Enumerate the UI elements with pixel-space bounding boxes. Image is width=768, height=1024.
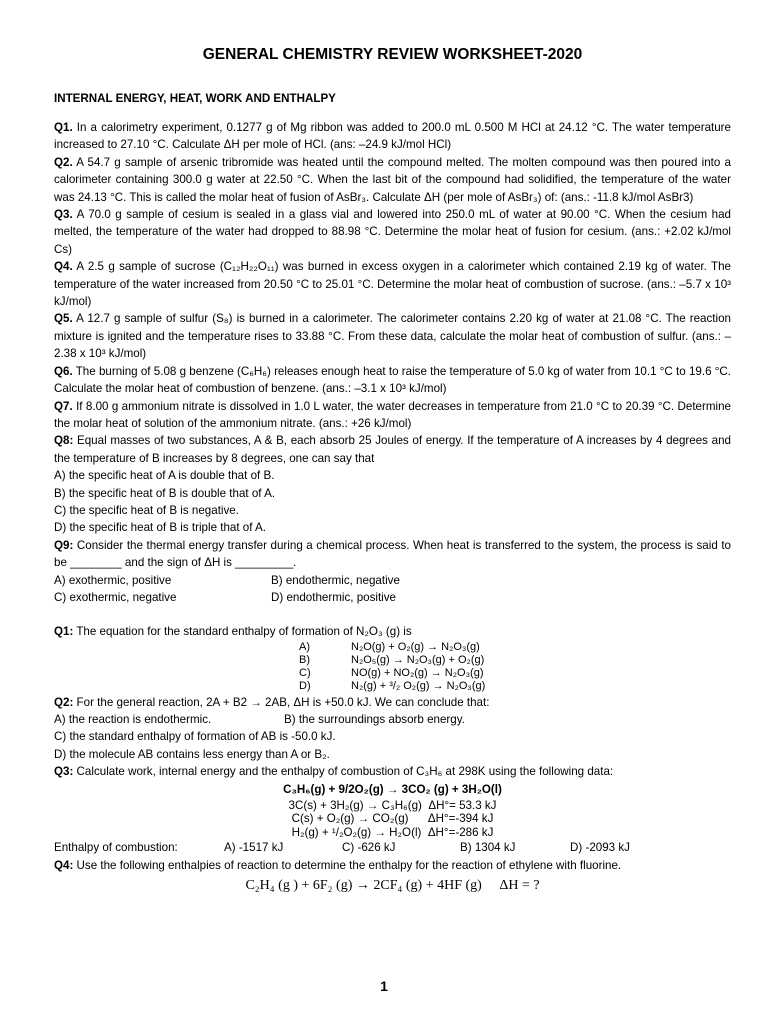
q9-option-c: C) exothermic, negative bbox=[54, 590, 177, 604]
part2-q2-option-d: D) the molecule AB contains less energy than A or B₂. bbox=[54, 747, 330, 761]
part2-question-q1: Q1: The equation for the standard enthalpy of formation of N₂O₃ (g) is bbox=[54, 625, 412, 639]
q9-option-a: A) exothermic, positive bbox=[54, 573, 172, 587]
part2-q1-options bbox=[299, 641, 485, 694]
part2-q2-options-row bbox=[54, 711, 731, 728]
question-q9: Q9: Consider the thermal energy transfer during a chemical process. When heat is transferred to the system, the process is said to be ________ and the sign of ΔH is _________. bbox=[54, 538, 731, 570]
data-equation: C(s) + O₂(g) → CO₂(g) ΔH°=-394 kJ bbox=[291, 812, 494, 826]
part1-questions bbox=[54, 119, 731, 467]
part2-q2-option-c: C) the standard enthalpy of formation of AB is -50.0 kJ. bbox=[54, 730, 336, 744]
part2-q2-option-a: A) the reaction is endothermic. bbox=[54, 713, 212, 726]
option-row: B) N₂O₅(g) → N₂O₃(g) + O₂(g) bbox=[299, 653, 485, 666]
q8-option-c: C) the specific heat of B is negative. bbox=[54, 503, 239, 517]
option-row: C) NO(g) + NO₂(g) → N₂O₃(g) bbox=[299, 667, 484, 680]
part2-q3-answers bbox=[54, 839, 731, 856]
q8-option-a: A) the specific heat of A is double that of B. bbox=[54, 469, 275, 483]
answer-d: D) -2093 kJ bbox=[570, 841, 630, 855]
q9-option-b: B) endothermic, negative bbox=[271, 573, 400, 587]
question-q6: Q6. The burning of 5.08 g benzene (C₆H₆) releases enough heat to raise the temperature of 5.0 kg of water from 10.1 °C to 19.6 °C. Calculate the molar heat of combustion of benzene. (ans.: –3.1 x 10³ kJ/mol) bbox=[54, 364, 731, 396]
answer-a: A) -1517 kJ bbox=[224, 841, 284, 855]
q8-option-b: B) the specific heat of B is double that of A. bbox=[54, 486, 276, 500]
q9-options bbox=[54, 572, 731, 607]
data-equation: H₂(g) + ¹/₂O₂(g) → H₂O(l) ΔH°=-286 kJ bbox=[291, 825, 494, 839]
part2-question-q2: Q2: For the general reaction, 2A + B2 → 2AB, ΔH is +50.0 kJ. We can conclude that: bbox=[54, 695, 490, 709]
answer-c: C) -626 kJ bbox=[342, 841, 396, 855]
part2-question-q3: Q3: Calculate work, internal energy and the enthalpy of combustion of C₃H₆ at 298K using the following data: bbox=[54, 765, 614, 779]
spacer bbox=[54, 606, 731, 623]
q9-options-row bbox=[54, 589, 731, 606]
q9-option-d: D) endothermic, positive bbox=[271, 590, 397, 604]
question-q2: Q2. A 54.7 g sample of arsenic tribromide was heated until the compound melted. The molten compound was then poured into a calorimeter containing 300.0 g water at 22.50 °C. When the last bit of the compound had solidified, the temperature of the water was 24.13 °C. This is called the molar heat of fusion of AsBr₃. Calculate ΔH (per mole of AsBr₃) of: (ans.: -11.8 kJ/mol AsBr3) bbox=[54, 155, 731, 204]
page-title: GENERAL CHEMISTRY REVIEW WORKSHEET-2020 bbox=[202, 46, 583, 63]
question-q3: Q3. A 70.0 g sample of cesium is sealed in a glass vial and lowered into 250.0 mL of water at 90.00 °C. When the cesium had melted, the temperature of the water had dropped to 88.98 °C. Determine the molar heat of fusion for cesium. (ans.: +2.02 kJ/mol Cs) bbox=[54, 208, 731, 256]
option-row: A) N₂O(g) + O₂(g) → N₂O₃(g) bbox=[299, 640, 480, 653]
question-q1: Q1. In a calorimetry experiment, 0.1277 g of Mg ribbon was added to 200.0 mL 0.500 M HCl at 24.12 °C. The water temperature increased to 27.10 °C. Calculate ΔH per mole of HCl. (ans: –24.9 kJ/mol HCl) bbox=[54, 121, 731, 152]
option-row: D) N₂(g) + ³/₂ O₂(g) → N₂O₃(g) bbox=[299, 680, 486, 693]
question-q4: Q4. A 2.5 g sample of sucrose (C₁₂H₂₂O₁₁) was burned in excess oxygen in a calorimeter which contained 2.19 kg of water. The temperature of the water increased from 20.50 °C to 25.01 °C. Determine the molar heat of combustion of sucrose. (ans.: –5.7 x 10³ kJ/mol) bbox=[54, 260, 731, 309]
part2-question-q4: Q4: Use the following enthalpies of reaction to determine the enthalpy for the reaction of ethylene with fluorine. bbox=[54, 858, 622, 872]
answer-label: Enthalpy of combustion: bbox=[54, 841, 178, 855]
question-q7: Q7. If 8.00 g ammonium nitrate is dissolved in 1.0 L water, the water decreases in temperature from 21.0 °C to 20.39 °C. Determine the molar heat of solution of the ammonium nitrate. (ans.: +26 kJ/mol) bbox=[54, 399, 731, 430]
q9-options-row bbox=[54, 572, 731, 589]
combustion-equation: C₃H₆(g) + 9/2O₂(g) → 3CO₂ (g) + 3H₂O(l) bbox=[283, 782, 502, 796]
ethylene-equation: C₂H₄ (g ) + 6F₂ (g) → 2CF₄ (g) + 4HF (g) ΔH = ? bbox=[245, 878, 540, 894]
question-q5: Q5. A 12.7 g sample of sulfur (S₈) is burned in a calorimeter. The calorimeter contains 2.20 kg of water at 21.08 °C. The reaction mixture is ignited and the temperature rises to 33.88 °C. From these data, calculate the molar heat of combustion of sulfur. (ans.: –2.38 x 10³ kJ/mol) bbox=[54, 312, 731, 361]
data-equation: 3C(s) + 3H₂(g) → C₃H₆(g) ΔH°= 53.3 kJ bbox=[288, 799, 497, 813]
answer-b: B) 1304 kJ bbox=[460, 841, 516, 855]
q8-option-d: D) the specific heat of B is triple that of A. bbox=[54, 521, 267, 535]
part2-q2-option-b: B) the surroundings absorb energy. bbox=[284, 713, 465, 726]
section-heading: INTERNAL ENERGY, HEAT, WORK AND ENTHALPY bbox=[54, 92, 336, 105]
q8-options bbox=[54, 467, 731, 537]
page-number: 1 bbox=[380, 978, 388, 994]
question-q8: Q8: Equal masses of two substances, A & B, each absorb 25 Joules of energy. If the temperature of A increases by 4 degrees and the temperature of B increases by 8 degrees, one can say that bbox=[54, 434, 731, 465]
